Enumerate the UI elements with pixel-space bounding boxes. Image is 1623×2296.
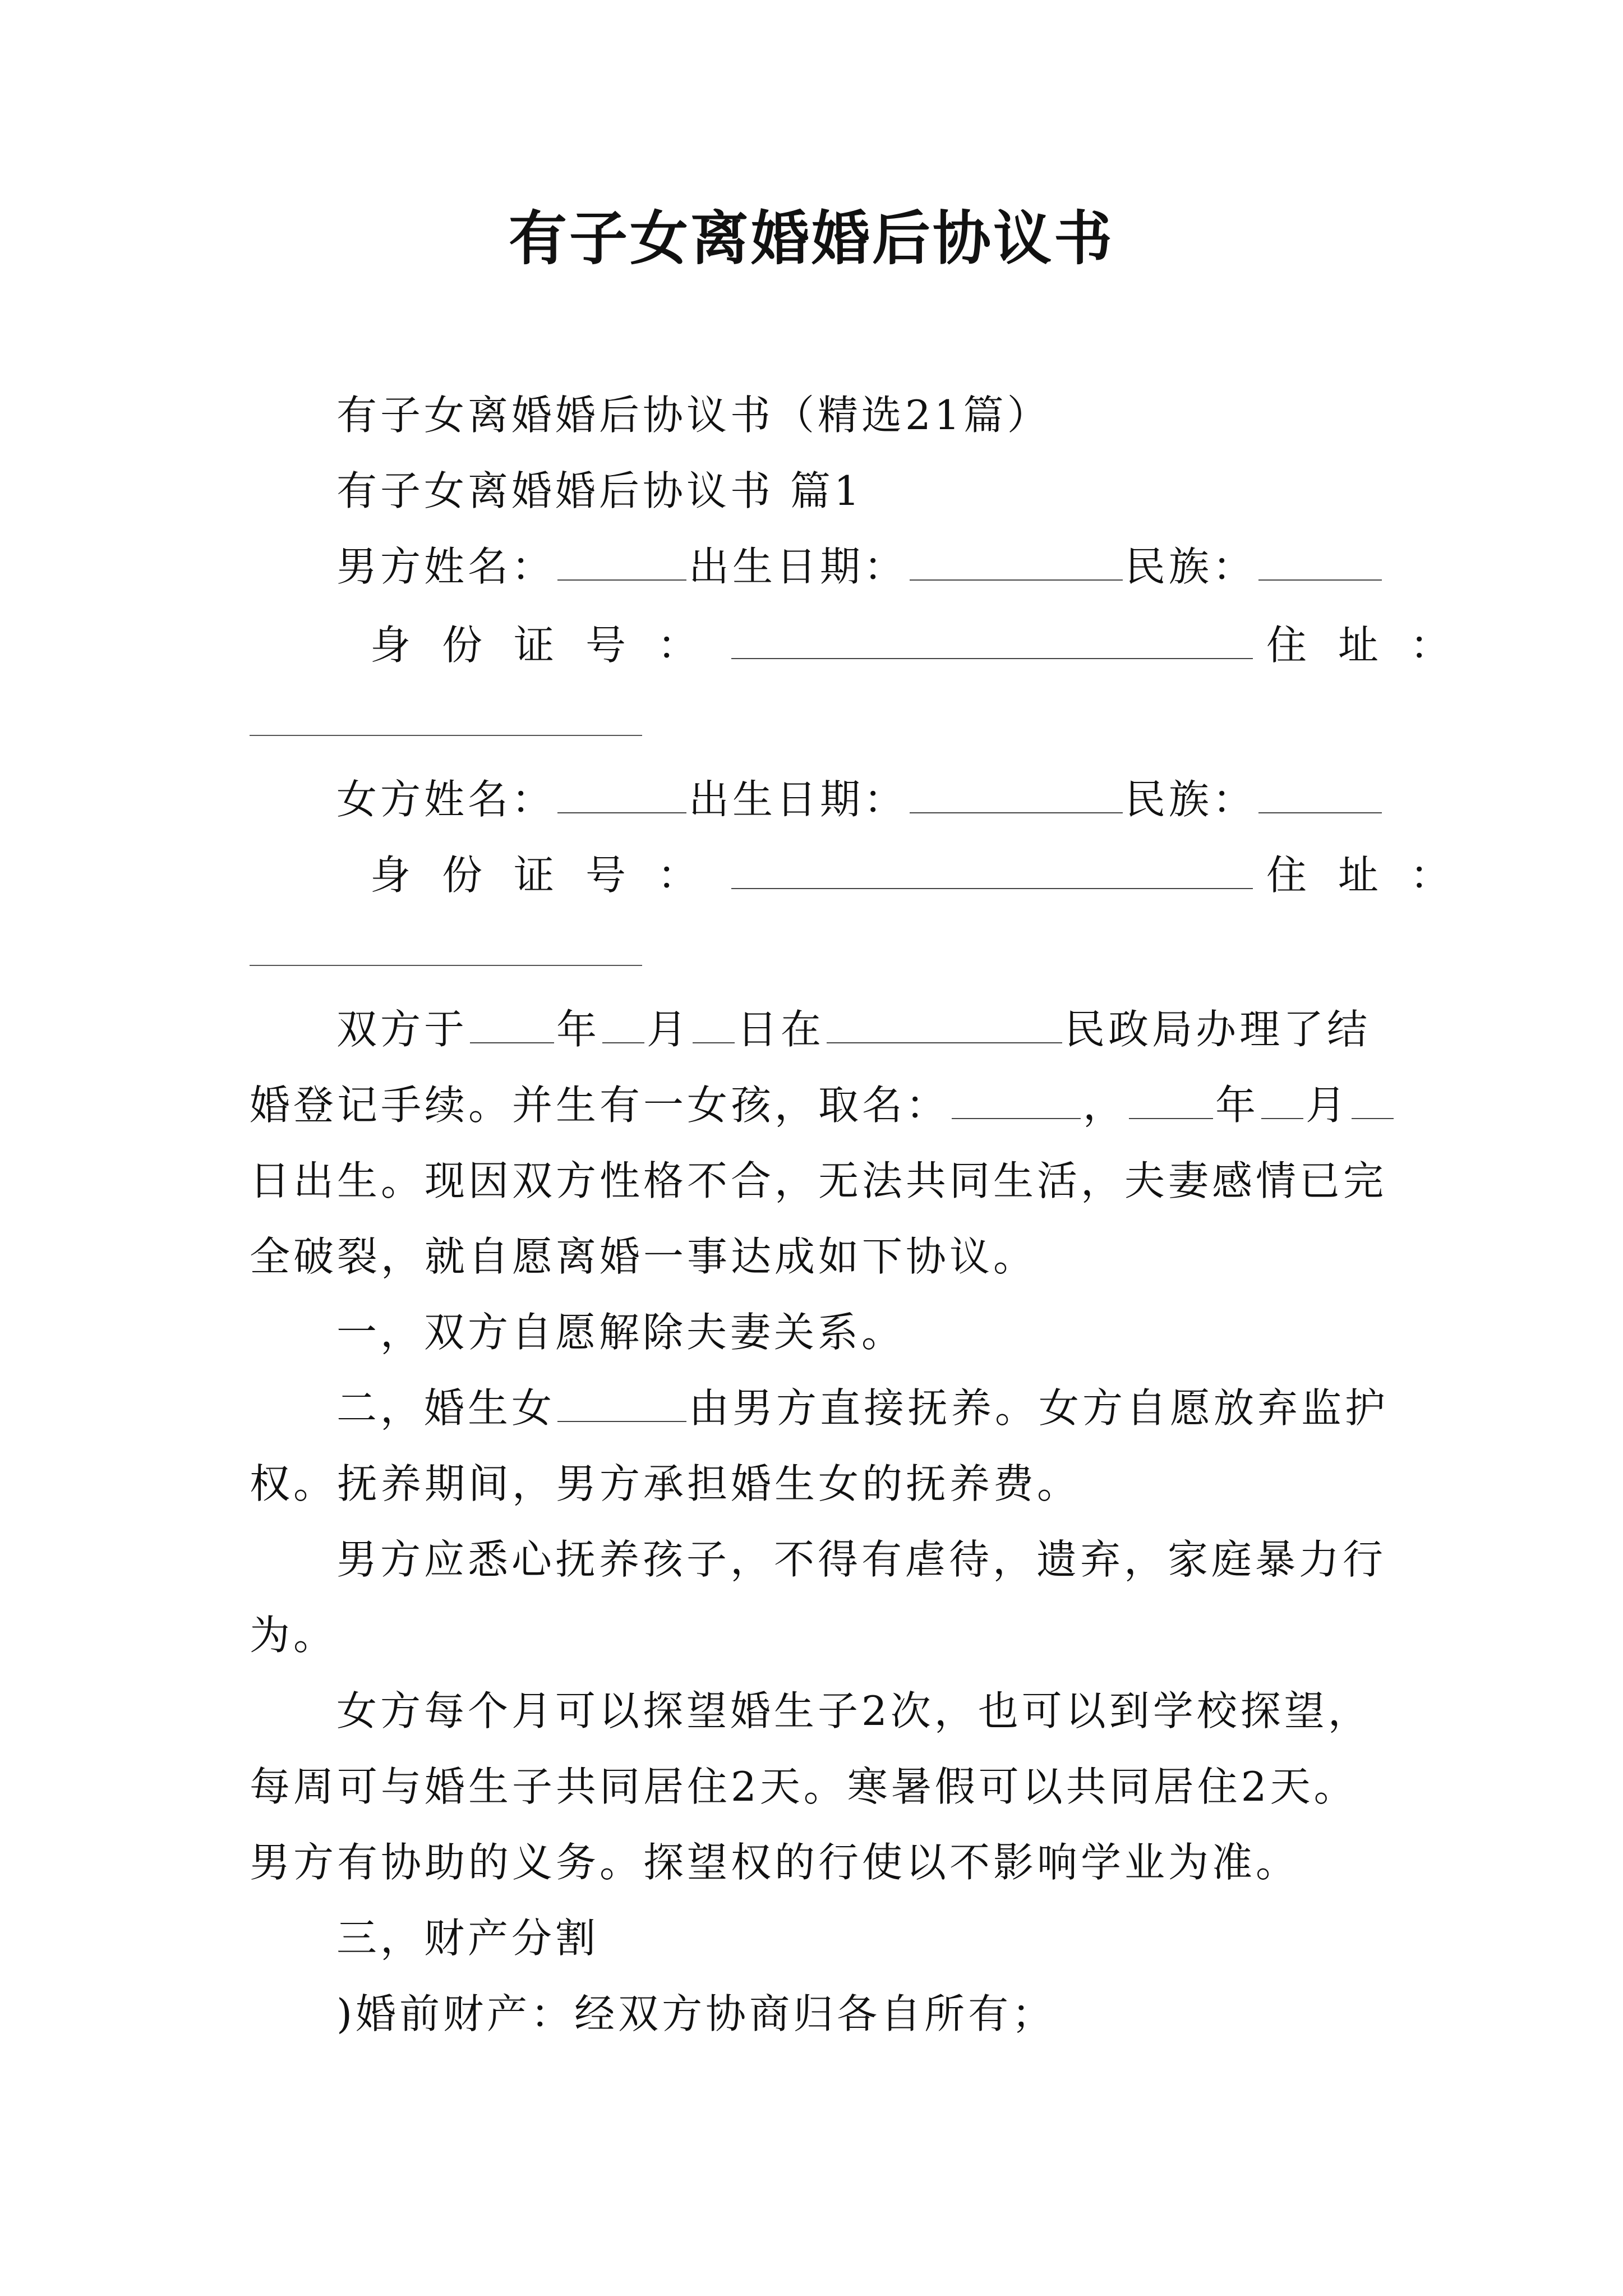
para1-text: 年	[1215, 1082, 1260, 1129]
para1-text: 年	[556, 1006, 601, 1053]
item2-text: 由男方直接抚养。女方自愿放弃监护	[689, 1384, 1389, 1432]
daughter-name-blank	[557, 1386, 686, 1422]
para1-text: ，	[1083, 1082, 1127, 1129]
para1-text: 婚登记手续。并生有一女孩，取名：	[250, 1082, 950, 1129]
female-birth-blank	[910, 777, 1123, 813]
male-address-label: 住址：	[1266, 622, 1482, 669]
section-heading: 有子女离婚婚后协议书 篇1	[336, 467, 863, 514]
birth-year-blank	[1129, 1083, 1213, 1119]
para1-line3: 日出生。现因双方性格不合，无法共同生活，夫妻感情已完	[250, 1157, 1387, 1204]
birth-day-blank	[1352, 1083, 1394, 1119]
male-info-row	[336, 539, 1384, 595]
female-name-blank	[557, 777, 686, 813]
para1-line2	[250, 1077, 1396, 1133]
male-id-label: 身份证号：	[370, 622, 730, 669]
male-ethnic-blank	[1258, 545, 1382, 581]
para1-line4: 全破裂，就自愿离婚一事达成如下协议。	[250, 1233, 1038, 1280]
child-name-blank	[952, 1083, 1081, 1119]
item2-line1	[336, 1380, 1389, 1436]
birth-month-blank	[1261, 1083, 1303, 1119]
care-line1: 男方应悉心抚养孩子，不得有虐待，遗弃，家庭暴力行	[336, 1536, 1387, 1583]
male-name-blank	[557, 545, 686, 581]
female-birth-label: 出生日期：	[689, 776, 908, 823]
care-line2: 为。	[250, 1612, 338, 1659]
visit-line2: 每周可与婚生子共同居住2天。寒暑假可以共同居住2天。	[250, 1763, 1358, 1810]
female-ethnic-blank	[1258, 777, 1382, 813]
female-ethnic-label: 民族：	[1125, 776, 1257, 823]
male-birth-label: 出生日期：	[689, 543, 908, 590]
female-info-row	[336, 771, 1384, 827]
subtitle: 有子女离婚婚后协议书（精选21篇）	[336, 392, 1051, 439]
item1: 一，双方自愿解除夫妻关系。	[336, 1309, 906, 1356]
male-id-row	[370, 617, 1482, 673]
visit-line1: 女方每个月可以探望婚生子2次，也可以到学校探望，	[336, 1687, 1372, 1734]
female-id-blank	[731, 853, 1253, 889]
item2-text: 二，婚生女	[336, 1384, 556, 1432]
para1-text: 双方于	[336, 1006, 468, 1053]
female-address-blank	[250, 965, 642, 966]
female-id-row	[370, 847, 1482, 903]
bureau-blank	[827, 1007, 1062, 1043]
male-birth-blank	[910, 545, 1123, 581]
item3: 三，财产分割	[336, 1915, 600, 1962]
female-address-label: 住址：	[1266, 852, 1482, 899]
female-name-label: 女方姓名：	[336, 776, 556, 823]
visit-line3: 男方有协助的义务。探望权的行使以不影响学业为准。	[250, 1839, 1300, 1886]
para1-text: 月	[647, 1006, 691, 1053]
para1-text: 民政局办理了结	[1064, 1006, 1371, 1053]
male-ethnic-label: 民族：	[1125, 543, 1257, 590]
male-address-blank	[250, 735, 642, 736]
item3-sub: )婚前财产：经双方协商归各自所有；	[336, 1990, 1056, 2037]
day-blank	[693, 1007, 735, 1043]
male-name-label: 男方姓名：	[336, 543, 556, 590]
para1-text: 日在	[737, 1006, 825, 1053]
para1-line1	[336, 1001, 1371, 1057]
year-blank	[470, 1007, 554, 1043]
month-blank	[602, 1007, 644, 1043]
item2-line2: 权。抚养期间，男方承担婚生女的抚养费。	[250, 1460, 1081, 1507]
male-id-blank	[731, 623, 1253, 659]
document-title: 有子女离婚婚后协议书	[508, 204, 1114, 273]
female-id-label: 身份证号：	[370, 852, 730, 899]
para1-text: 月	[1306, 1082, 1350, 1129]
